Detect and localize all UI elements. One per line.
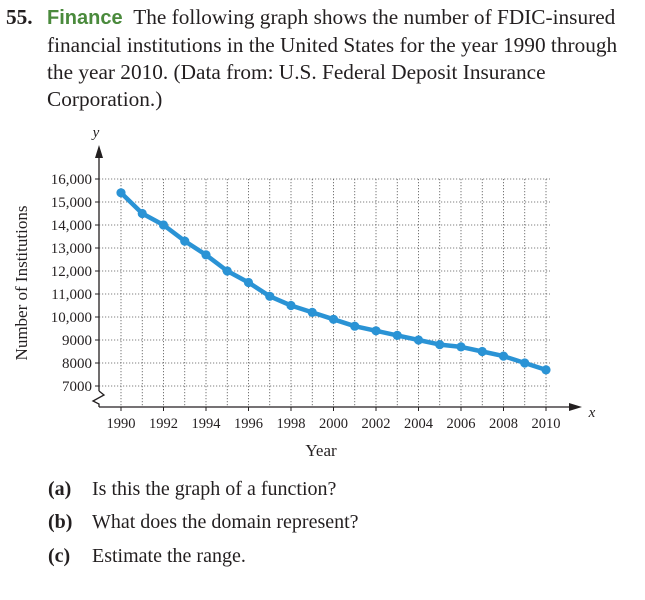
y-axis-label: Number of Institutions — [12, 205, 31, 361]
data-point — [223, 266, 232, 275]
data-point — [159, 220, 168, 229]
data-point — [180, 237, 189, 246]
x-tick-label: 2002 — [361, 416, 391, 432]
x-tick-label: 2010 — [531, 416, 561, 432]
question-a-label: (a) — [48, 478, 72, 500]
data-point — [350, 322, 359, 331]
x-tick-label: 2004 — [404, 416, 433, 432]
data-point — [244, 278, 253, 287]
data-point — [286, 301, 295, 310]
y-axis-var: y — [92, 125, 100, 141]
problem-text: The following graph shows the number of FDIC-insured financial institutions in the United States for the year 1990 through the year 2010. (Data from: U.S. Federal Deposit Insurance Corporation.) — [47, 5, 618, 111]
x-tick-label: 1996 — [234, 416, 263, 432]
y-tick-label: 13,000 — [50, 241, 92, 257]
data-point — [371, 326, 380, 335]
x-tick-label: 1990 — [106, 416, 136, 432]
y-tick-label: 12,000 — [50, 264, 92, 280]
data-point — [308, 308, 317, 317]
x-tick-label: 1992 — [149, 416, 178, 432]
y-tick-label: 8000 — [62, 356, 92, 372]
x-tick-label: 1998 — [276, 416, 306, 432]
y-tick-label: 11,000 — [51, 287, 92, 303]
question-b-text: What does the domain represent? — [92, 511, 359, 533]
y-tick-label: 9000 — [62, 333, 92, 349]
x-axis-label: Year — [305, 441, 337, 460]
y-tick-label: 14,000 — [50, 218, 92, 234]
data-point — [435, 340, 444, 349]
x-tick-label: 2008 — [489, 416, 518, 432]
question-c-label: (c) — [48, 545, 71, 567]
data-point — [541, 365, 550, 374]
axes — [93, 145, 582, 411]
data-point — [201, 250, 210, 259]
data-point — [138, 209, 147, 218]
data-point — [520, 358, 529, 367]
data-point — [116, 188, 125, 197]
data-point — [329, 315, 338, 324]
question-a-text: Is this the graph of a function? — [92, 478, 337, 500]
problem-number: 55. — [6, 5, 33, 29]
x-axis-var: x — [588, 405, 596, 421]
x-tick-label: 2000 — [319, 416, 348, 432]
problem-topic: Finance — [47, 7, 123, 29]
question-c-text: Estimate the range. — [92, 545, 246, 567]
y-tick-label: 16,000 — [50, 172, 92, 188]
question-a — [48, 478, 336, 501]
data-point — [456, 342, 465, 351]
data-point — [414, 335, 423, 344]
question-c — [48, 545, 246, 568]
x-tick-labels — [107, 416, 561, 432]
grid-lines — [99, 179, 550, 407]
x-tick-label: 2006 — [446, 416, 476, 432]
question-b — [48, 511, 359, 534]
data-point — [478, 347, 487, 356]
y-axis-arrow — [95, 145, 103, 158]
question-b-label: (b) — [48, 511, 73, 533]
y-tick-label: 10,000 — [50, 310, 92, 326]
data-point — [393, 331, 402, 340]
y-tick-label: 7000 — [62, 379, 92, 395]
x-tick-label: 1994 — [191, 416, 221, 432]
y-axis-break — [93, 391, 104, 407]
data-point — [265, 292, 274, 301]
x-axis-arrow — [569, 403, 582, 411]
data-point — [499, 352, 508, 361]
y-tick-label: 15,000 — [50, 195, 92, 211]
y-tick-labels — [51, 172, 92, 395]
